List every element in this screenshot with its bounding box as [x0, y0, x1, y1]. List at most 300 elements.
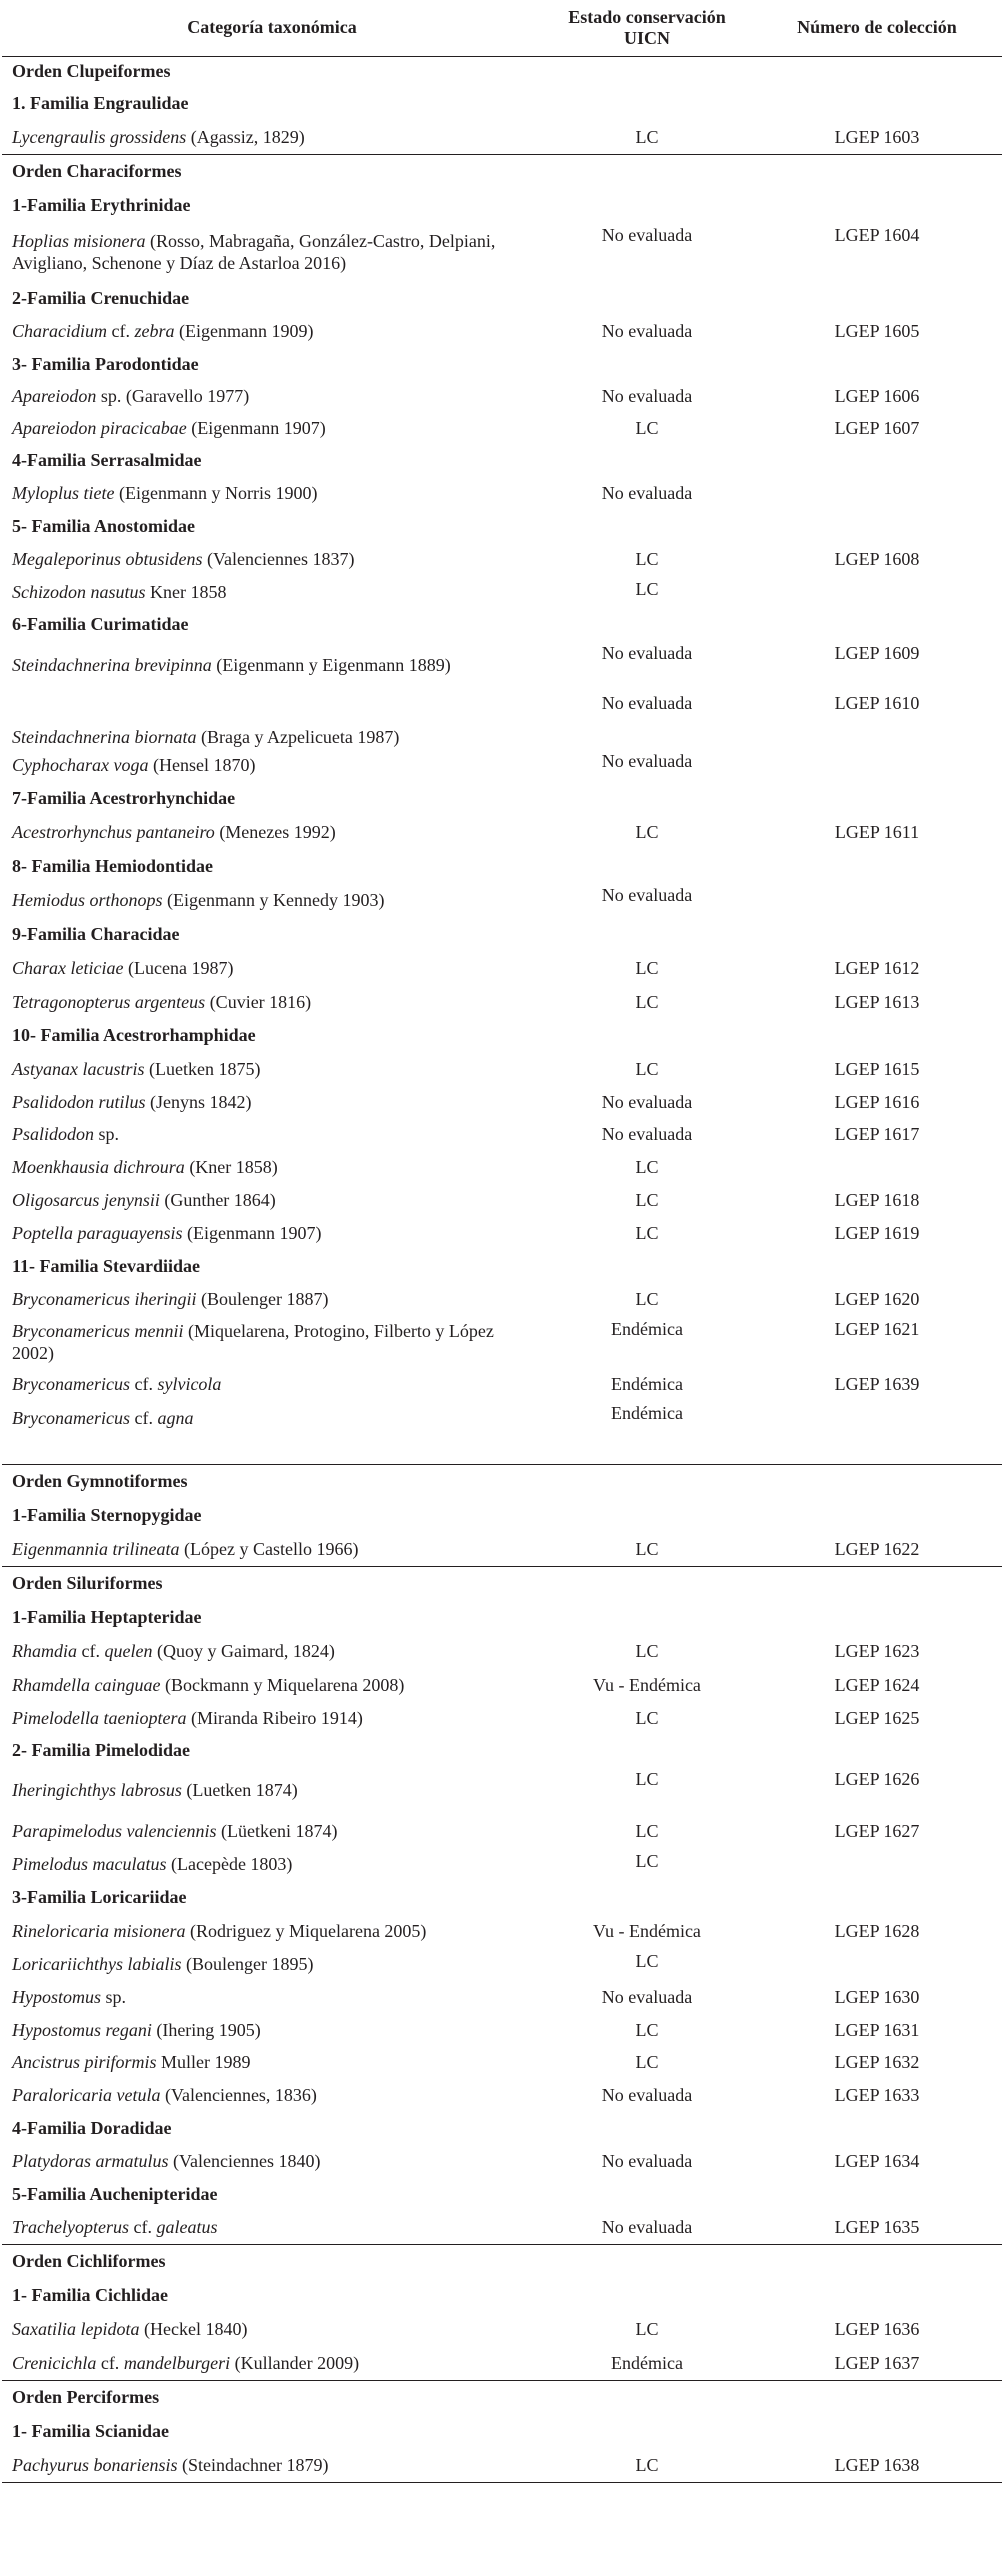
taxon-heading-row [2, 1566, 1002, 1600]
taxon-heading: 6-Familia Curimatidae [12, 614, 189, 634]
species-authority: sp. (Garavello 1977) [96, 386, 250, 406]
species-scientific-name: Cyphocharax voga [12, 755, 149, 775]
species-scientific-name: Parapimelodus valenciennis [12, 1821, 217, 1841]
taxonomy-table [2, 0, 1002, 2483]
species-scientific-name: Steindachnerina brevipinna [12, 655, 212, 675]
species-name-cell [2, 1668, 542, 1702]
table-spacer-row [2, 1436, 1002, 1464]
species-scientific-name: Myloplus tiete [12, 483, 115, 503]
taxon-heading-row [2, 282, 1002, 314]
taxon-heading: Orden Gymnotiformes [12, 1471, 188, 1492]
species-row [2, 1282, 1002, 1316]
taxon-heading-row [2, 2178, 1002, 2210]
taxon-heading-row [2, 444, 1002, 476]
conservation-status-cell: Vu - Endémica [593, 1675, 701, 1695]
collection-number-cell: LGEP 1607 [834, 418, 920, 438]
species-authority: (Eigenmann 1909) [174, 321, 314, 341]
species-scientific-name: Pimelodella taenioptera [12, 1708, 187, 1728]
species-name-cell [2, 380, 542, 412]
species-scientific-name: Paraloricaria vetula [12, 2085, 161, 2105]
species-row [2, 1848, 1002, 1880]
collection-number-cell: LGEP 1634 [834, 2151, 920, 2171]
species-row [2, 1216, 1002, 1250]
taxon-heading-row [2, 1018, 1002, 1052]
species-scientific-name: Characidium [12, 321, 108, 341]
taxon-heading-row [2, 1464, 1002, 1498]
conservation-status-cell: LC [542, 120, 752, 154]
species-name-cell [2, 542, 542, 576]
species-authority: (Kner 1858) [184, 1157, 278, 1177]
taxon-heading-row [2, 2414, 1002, 2448]
species-row [2, 1316, 1002, 1368]
taxon-heading: 1-Familia Heptapteridae [12, 1607, 202, 1627]
species-row [2, 1532, 1002, 1566]
conservation-status-cell: LC [635, 1951, 659, 1971]
taxon-heading: 1-Familia Erythrinidae [12, 195, 191, 215]
taxon-heading: 7-Familia Acestrorhynchidae [12, 788, 236, 808]
taxon-heading-row [2, 2244, 1002, 2278]
species-name-cell [2, 950, 542, 986]
conservation-status-cell: LC [635, 992, 659, 1012]
conservation-status-cell: No evaluada [601, 751, 693, 771]
collection-number-cell: LGEP 1635 [752, 2210, 1002, 2244]
species-scientific-name: Hoplias misionera [12, 231, 146, 251]
species-scientific-name: Acestrorhynchus pantaneiro [12, 822, 215, 842]
species-authority: (Boulenger 1895) [181, 1954, 314, 1974]
species-row [2, 2144, 1002, 2178]
collection-number-cell: LGEP 1612 [834, 958, 920, 978]
collection-number-cell: LGEP 1622 [752, 1532, 1002, 1566]
species-name-cell [2, 1400, 542, 1436]
species-authority: (Lüetkeni 1874) [216, 1821, 338, 1841]
collection-number-cell: LGEP 1639 [834, 1374, 920, 1394]
species-name-cell [2, 314, 542, 348]
collection-number-cell: LGEP 1637 [752, 2346, 1002, 2380]
species-scientific-name: Platydoras armatulus [12, 2151, 169, 2171]
conservation-status-cell: LC [635, 2052, 659, 2072]
species-scientific-name: Loricariichthys labialis [12, 1954, 182, 1974]
taxon-heading-row [2, 1498, 1002, 1532]
taxon-heading: Orden Cichliformes [12, 2251, 166, 2272]
species-scientific-name: Iheringichthys labrosus [12, 1780, 182, 1800]
species-authority: (Luetken 1874) [181, 1780, 298, 1800]
species-authority: (Kullander 2009) [230, 2352, 360, 2373]
species-authority: (Eigenmann y Kennedy 1903) [162, 890, 385, 910]
species-authority: (Heckel 1840) [139, 2319, 248, 2339]
species-scientific-name: mandelburgeri [123, 2352, 231, 2373]
species-scientific-name: zebra [134, 321, 175, 341]
conservation-status-cell: No evaluada [601, 2085, 693, 2105]
species-authority: (Luetken 1875) [144, 1059, 261, 1079]
species-name-cell [2, 986, 542, 1018]
conservation-status-cell: No evaluada [601, 693, 693, 713]
species-row [2, 222, 1002, 282]
conservation-status-cell: No evaluada [601, 2151, 693, 2171]
conservation-status-cell: Endémica [611, 1319, 683, 1339]
species-name-cell [2, 1702, 542, 1734]
species-authority: cf. [77, 1641, 105, 1661]
taxon-heading: 3-Familia Loricariidae [12, 1887, 187, 1907]
species-name-cell [2, 1216, 542, 1250]
species-name-cell [2, 1634, 542, 1668]
taxon-heading-row [2, 2380, 1002, 2414]
species-row [2, 1634, 1002, 1668]
taxon-heading: 1. Familia Engraulidae [12, 93, 189, 113]
species-name-cell [2, 476, 542, 510]
collection-number-cell: LGEP 1610 [834, 693, 920, 713]
species-row [2, 814, 1002, 850]
conservation-status-cell: LC [635, 2319, 659, 2339]
conservation-status-cell: Endémica [611, 1374, 683, 1394]
species-row [2, 2346, 1002, 2380]
conservation-status-cell: LC [635, 1190, 659, 1210]
species-row [2, 1118, 1002, 1150]
species-row [2, 1052, 1002, 1086]
species-row [2, 2078, 1002, 2112]
species-authority: (Jenyns 1842) [145, 1092, 252, 1112]
conservation-status-cell: LC [635, 579, 659, 599]
species-name-cell [2, 412, 542, 444]
species-row [2, 2312, 1002, 2346]
collection-number-cell [752, 882, 1002, 918]
species-name-cell [2, 2014, 542, 2046]
species-authority: (Lucena 1987) [123, 958, 234, 978]
conservation-status-cell: LC [635, 1289, 659, 1309]
species-scientific-name: agna [157, 1408, 194, 1428]
species-row [2, 1400, 1002, 1436]
species-row [2, 950, 1002, 986]
conservation-status-cell: LC [635, 1157, 659, 1177]
collection-number-cell [752, 1948, 1002, 1980]
collection-number-cell: LGEP 1623 [834, 1641, 920, 1661]
species-scientific-name: Lycengraulis grossidens [12, 126, 187, 147]
species-scientific-name: Bryconamericus [12, 1408, 130, 1428]
species-row [2, 1368, 1002, 1400]
species-authority: Muller 1989 [156, 2052, 251, 2072]
collection-number-cell: LGEP 1618 [834, 1190, 920, 1210]
collection-number-cell: LGEP 1631 [834, 2020, 920, 2040]
conservation-status-cell: Endémica [542, 2346, 752, 2380]
collection-number-cell: LGEP 1624 [834, 1675, 920, 1695]
species-row [2, 1948, 1002, 1980]
species-name-cell [2, 2448, 542, 2482]
taxon-heading: 5-Familia Auchenipteridae [12, 2184, 218, 2204]
collection-number-cell: LGEP 1619 [834, 1223, 920, 1243]
species-row [2, 2448, 1002, 2482]
conservation-status-cell: No evaluada [601, 386, 693, 406]
conservation-status-cell: LC [635, 1708, 659, 1728]
species-row [2, 2014, 1002, 2046]
collection-number-cell: LGEP 1606 [834, 386, 920, 406]
species-authority: cf. [129, 2216, 157, 2237]
species-authority: cf. [129, 1408, 158, 1428]
species-name-cell [2, 576, 542, 608]
taxon-heading-row [2, 56, 1002, 86]
taxon-heading-row [2, 1880, 1002, 1914]
collection-number-cell: LGEP 1621 [834, 1319, 920, 1339]
species-row [2, 1184, 1002, 1216]
species-name-cell [2, 1150, 542, 1184]
species-scientific-name: sylvicola [157, 1374, 222, 1394]
taxon-heading-row [2, 1600, 1002, 1634]
species-row [2, 1668, 1002, 1702]
species-row [2, 380, 1002, 412]
species-row [2, 576, 1002, 608]
species-name-cell [2, 640, 542, 690]
species-authority: (Eigenmann y Norris 1900) [114, 483, 318, 503]
species-name-cell [2, 748, 542, 782]
conservation-status-cell: No evaluada [601, 1092, 693, 1112]
conservation-status-cell: LC [635, 418, 659, 438]
species-authority: cf. [129, 1374, 158, 1394]
species-scientific-name: Pachyurus bonariensis [12, 2454, 178, 2475]
collection-number-cell: LGEP 1630 [834, 1987, 920, 2007]
species-row [2, 412, 1002, 444]
taxon-heading: Orden Clupeiformes [12, 61, 171, 82]
species-scientific-name: Astyanax lacustris [12, 1059, 145, 1079]
conservation-status-cell: No evaluada [601, 1124, 693, 1144]
taxon-heading: 1- Familia Cichlidae [12, 2285, 168, 2305]
taxon-heading-row [2, 154, 1002, 188]
species-scientific-name: Hypostomus regani [12, 2020, 152, 2040]
collection-number-cell: LGEP 1613 [834, 992, 920, 1012]
collection-number-cell [752, 1848, 1002, 1880]
collection-number-cell: LGEP 1603 [752, 120, 1002, 154]
taxon-heading-row [2, 850, 1002, 882]
species-row [2, 2046, 1002, 2078]
conservation-status-cell: LC [635, 1851, 659, 1871]
taxon-heading: 10- Familia Acestrorhamphidae [12, 1025, 256, 1045]
species-scientific-name: Psalidodon [12, 1124, 95, 1144]
species-authority: (Boulenger 1887) [196, 1289, 329, 1309]
species-row [2, 476, 1002, 510]
conservation-status-cell: No evaluada [542, 2210, 752, 2244]
taxon-heading: 2- Familia Pimelodidae [12, 1740, 190, 1760]
taxon-heading-row [2, 782, 1002, 814]
species-authority: sp. [94, 1124, 120, 1144]
taxon-heading-row [2, 188, 1002, 222]
species-name-cell [2, 690, 542, 748]
species-scientific-name: Charax leticiae [12, 958, 124, 978]
species-name-cell [2, 1980, 542, 2014]
species-name-cell [2, 2312, 542, 2346]
species-row [2, 120, 1002, 154]
species-scientific-name: Apareiodon [12, 386, 97, 406]
header-collection-number: Número de colección [752, 0, 1002, 56]
species-row [2, 1814, 1002, 1848]
collection-number-cell [752, 1150, 1002, 1184]
species-name-cell [2, 1184, 542, 1216]
conservation-status-cell: No evaluada [601, 885, 693, 905]
taxon-heading-row [2, 608, 1002, 640]
conservation-status-cell: No evaluada [601, 321, 693, 341]
species-authority: (Valenciennes 1837) [202, 549, 355, 569]
species-name-cell [2, 1316, 542, 1368]
species-authority: (Eigenmann 1907) [182, 1223, 322, 1243]
collection-number-cell: LGEP 1638 [752, 2448, 1002, 2482]
species-scientific-name: Bryconamericus iheringii [12, 1289, 197, 1309]
species-name-cell [2, 1086, 542, 1118]
species-scientific-name: Rineloricaria misionera [12, 1921, 186, 1941]
species-authority: (Lacepède 1803) [166, 1854, 293, 1874]
species-scientific-name: Megaleporinus obtusidens [12, 549, 203, 569]
collection-number-cell: LGEP 1625 [834, 1708, 920, 1728]
taxon-heading: 11- Familia Stevardiidae [12, 1256, 200, 1276]
collection-number-cell: LGEP 1628 [834, 1921, 920, 1941]
conservation-status-cell: No evaluada [601, 483, 693, 503]
species-scientific-name: Hypostomus [12, 1987, 101, 2007]
species-scientific-name: Hemiodus orthonops [12, 890, 163, 910]
species-scientific-name: Moenkhausia dichroura [12, 1157, 185, 1177]
taxon-heading: 1-Familia Sternopygidae [12, 1505, 202, 1525]
species-name-cell [2, 2144, 542, 2178]
taxon-heading-row [2, 1250, 1002, 1282]
species-name-cell [2, 222, 542, 282]
species-scientific-name: Crenicichla [12, 2352, 97, 2373]
taxon-heading-row [2, 2278, 1002, 2312]
species-authority: (Braga y Azpelicueta 1987) [196, 727, 400, 747]
species-row [2, 1766, 1002, 1814]
species-scientific-name: quelen [104, 1641, 153, 1661]
taxon-heading: 1- Familia Scianidae [12, 2421, 169, 2441]
header-taxonomic-category: Categoría taxonómica [2, 0, 542, 56]
species-name-cell [2, 2046, 542, 2078]
taxon-heading-row [2, 2112, 1002, 2144]
species-authority: (Rosso, Mabragaña, González-Castro, Delpiani, Avigliano, Schenone y Díaz de Astarloa 2016) [12, 231, 496, 273]
species-row [2, 2210, 1002, 2244]
collection-number-cell: LGEP 1626 [834, 1769, 920, 1789]
taxon-heading-row [2, 1734, 1002, 1766]
species-authority: (Eigenmann 1907) [186, 418, 326, 438]
species-scientific-name: Bryconamericus mennii [12, 1321, 184, 1341]
species-authority: (Hensel 1870) [148, 755, 256, 775]
conservation-status-cell: LC [635, 1641, 659, 1661]
conservation-status-cell: Vu - Endémica [593, 1921, 701, 1941]
species-name-cell [2, 1814, 542, 1848]
species-row [2, 1914, 1002, 1948]
species-authority: (López y Castello 1966) [179, 1538, 359, 1559]
table-header-row [2, 0, 1002, 56]
species-scientific-name: Pimelodus maculatus [12, 1854, 167, 1874]
species-authority: (Steindachner 1879) [177, 2454, 329, 2475]
species-row [2, 640, 1002, 690]
species-scientific-name: Eigenmannia trilineata [12, 1538, 180, 1559]
collection-number-cell: LGEP 1636 [834, 2319, 920, 2339]
species-authority: (Rodriguez y Miquelarena 2005) [185, 1921, 427, 1941]
taxon-heading: 4-Familia Doradidae [12, 2118, 172, 2138]
species-authority: (Menezes 1992) [214, 822, 336, 842]
taxon-heading: 3- Familia Parodontidae [12, 354, 199, 374]
conservation-status-cell: LC [635, 958, 659, 978]
species-name-cell [2, 1848, 542, 1880]
conservation-status-cell: LC [635, 1059, 659, 1079]
taxon-heading: 4-Familia Serrasalmidae [12, 450, 202, 470]
conservation-status-cell: No evaluada [601, 643, 693, 663]
taxon-heading: Orden Characiformes [12, 161, 182, 182]
species-authority: (Eigenmann y Eigenmann 1889) [211, 655, 451, 675]
species-authority: (Valenciennes, 1836) [160, 2085, 317, 2105]
species-name-cell [2, 1532, 542, 1566]
collection-number-cell: LGEP 1620 [834, 1289, 920, 1309]
taxon-heading-row [2, 510, 1002, 542]
collection-number-cell: LGEP 1632 [834, 2052, 920, 2072]
species-name-cell [2, 2078, 542, 2112]
species-scientific-name: Bryconamericus [12, 1374, 130, 1394]
collection-number-cell [752, 1400, 1002, 1436]
collection-number-cell: LGEP 1604 [834, 225, 920, 245]
species-row [2, 690, 1002, 748]
taxon-heading: 9-Familia Characidae [12, 924, 180, 944]
taxon-heading: 5- Familia Anostomidae [12, 516, 195, 536]
species-row [2, 1086, 1002, 1118]
species-authority: (Bockmann y Miquelarena 2008) [160, 1675, 405, 1695]
species-row [2, 1150, 1002, 1184]
species-authority: cf. [96, 2352, 124, 2373]
species-authority: (Miranda Ribeiro 1914) [186, 1708, 363, 1728]
collection-number-cell: LGEP 1633 [834, 2085, 920, 2105]
species-row [2, 314, 1002, 348]
species-row [2, 1980, 1002, 2014]
conservation-status-cell: No evaluada [601, 1987, 693, 2007]
species-name-cell [2, 2346, 542, 2380]
species-scientific-name: Trachelyopterus [12, 2216, 129, 2237]
species-row [2, 986, 1002, 1018]
species-authority: (Cuvier 1816) [205, 992, 312, 1012]
species-scientific-name: Saxatilia lepidota [12, 2319, 140, 2339]
species-scientific-name: Rhamdella cainguae [12, 1675, 161, 1695]
taxon-heading: 8- Familia Hemiodontidae [12, 856, 213, 876]
collection-number-cell: LGEP 1616 [834, 1092, 920, 1112]
species-name-cell [2, 814, 542, 850]
collection-number-cell [752, 748, 1002, 782]
taxon-heading-row [2, 86, 1002, 120]
taxon-heading: Orden Perciformes [12, 2387, 160, 2408]
conservation-status-cell: LC [635, 549, 659, 569]
header-conservation-status: Estado conservación UICN [542, 0, 752, 56]
collection-number-cell: LGEP 1617 [834, 1124, 920, 1144]
species-authority: (Valenciennes 1840) [168, 2151, 321, 2171]
species-scientific-name: galeatus [156, 2216, 218, 2237]
collection-number-cell: LGEP 1609 [834, 643, 920, 663]
conservation-status-cell: LC [635, 822, 659, 842]
collection-number-cell: LGEP 1615 [834, 1059, 920, 1079]
conservation-status-cell: LC [635, 2020, 659, 2040]
conservation-status-cell: LC [635, 1821, 659, 1841]
taxon-heading: 2-Familia Crenuchidae [12, 288, 190, 308]
species-row [2, 1702, 1002, 1734]
species-name-cell [2, 2210, 542, 2244]
species-scientific-name: Apareiodon piracicabae [12, 418, 187, 438]
species-name-cell [2, 1052, 542, 1086]
conservation-status-cell: LC [542, 2448, 752, 2482]
species-row [2, 748, 1002, 782]
species-name-cell [2, 120, 542, 154]
species-authority: Kner 1858 [145, 582, 227, 602]
species-name-cell [2, 1282, 542, 1316]
species-authority: (Quoy y Gaimard, 1824) [152, 1641, 335, 1661]
species-authority: cf. [107, 321, 135, 341]
species-scientific-name: Oligosarcus jenynsii [12, 1190, 160, 1210]
collection-number-cell [752, 476, 1002, 510]
species-scientific-name: Schizodon nasutus [12, 582, 146, 602]
species-row [2, 882, 1002, 918]
conservation-status-cell: Endémica [611, 1403, 683, 1423]
species-name-cell [2, 1368, 542, 1400]
species-scientific-name: Steindachnerina biornata [12, 727, 197, 747]
species-scientific-name: Ancistrus piriformis [12, 2052, 157, 2072]
collection-number-cell: LGEP 1627 [834, 1821, 920, 1841]
taxon-heading: Orden Siluriformes [12, 1573, 163, 1594]
